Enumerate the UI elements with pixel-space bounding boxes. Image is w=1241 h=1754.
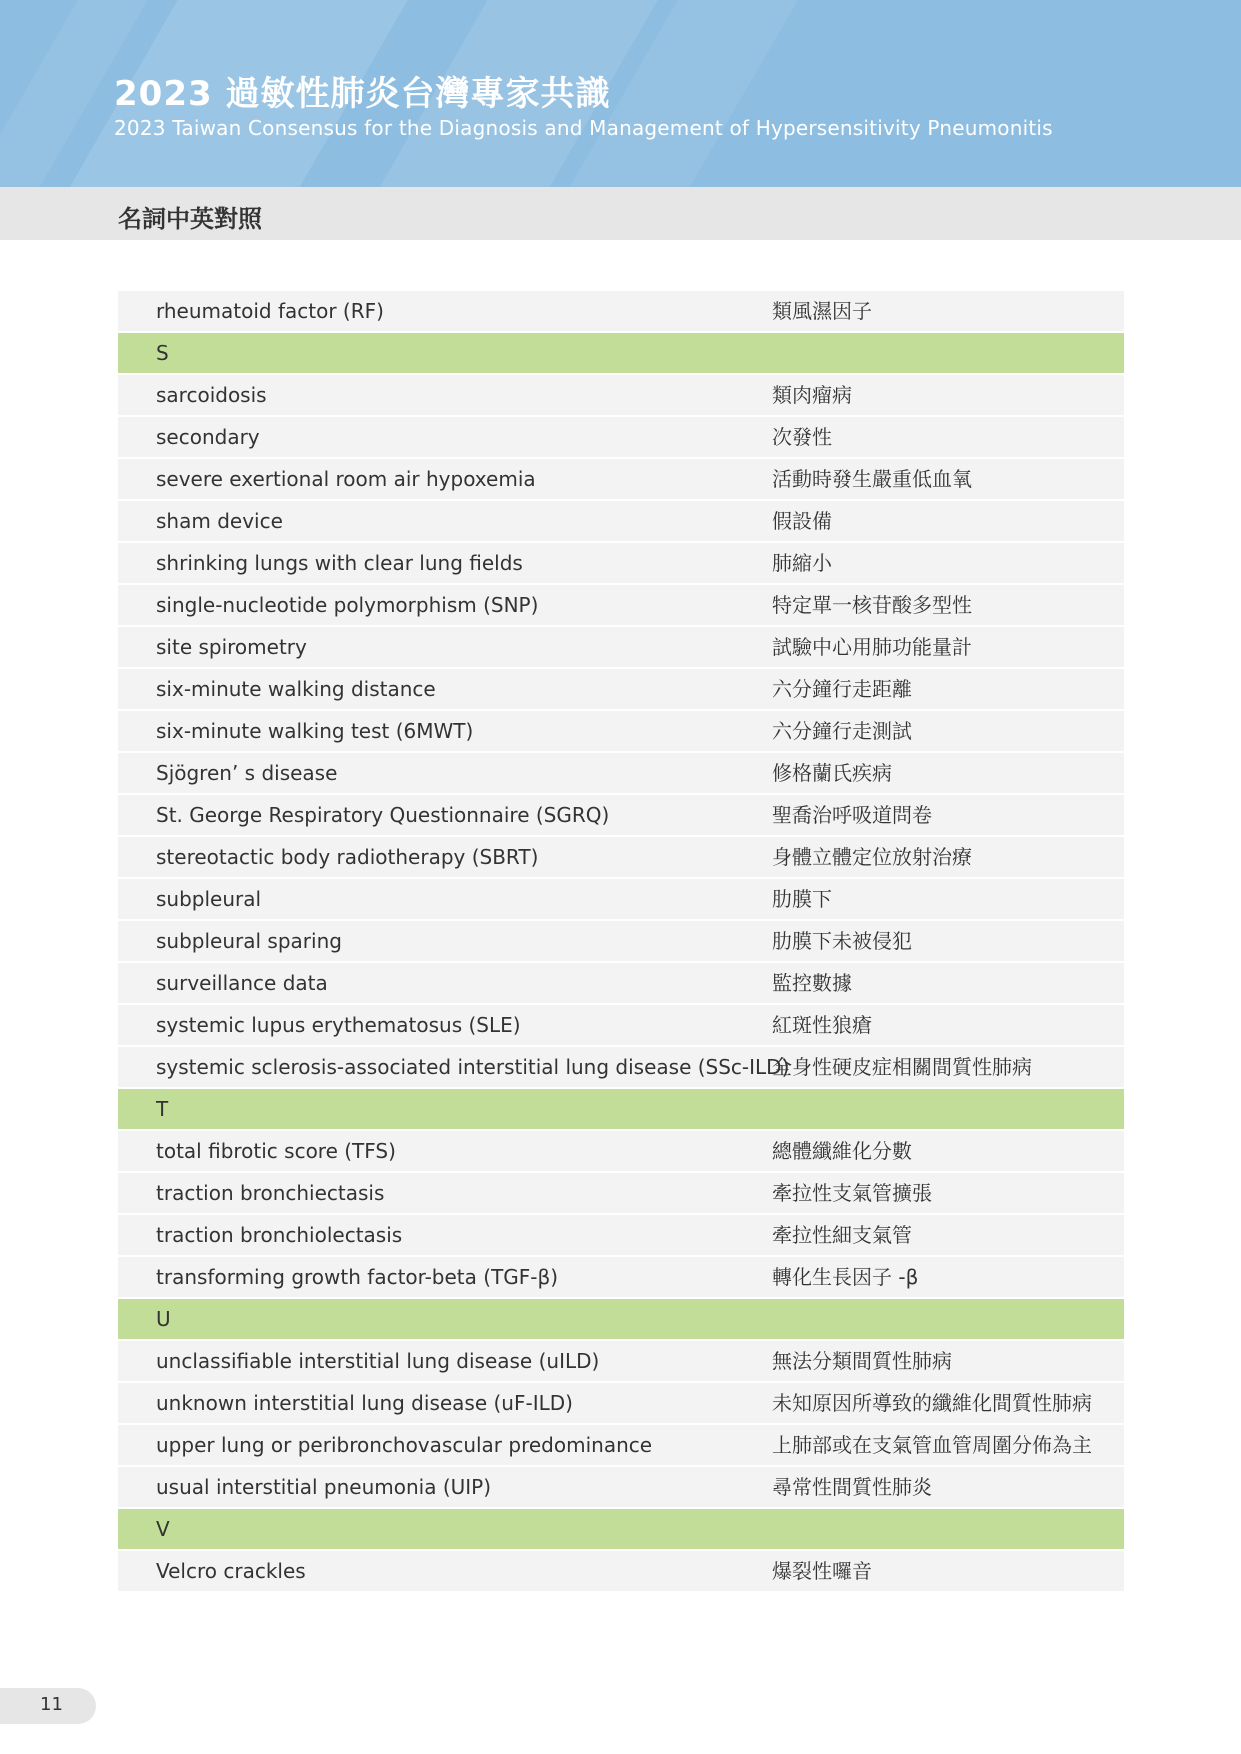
term-english: rheumatoid factor (RF) [156,299,384,323]
term-chinese: 活動時發生嚴重低血氧 [772,467,972,491]
glossary-row [118,1257,1124,1297]
document-subtitle: 2023 Taiwan Consensus for the Diagnosis and Management of Hypersensitivity Pneumonitis [114,116,1053,140]
term-english: unknown interstitial lung disease (uF-ILD) [156,1391,573,1415]
term-chinese: 總體纖維化分數 [772,1139,912,1163]
glossary-row [118,417,1124,457]
glossary-row [118,585,1124,625]
section-letter: U [156,1307,171,1331]
glossary-row [118,1383,1124,1423]
page-number-tab [0,1688,96,1724]
term-chinese: 身體立體定位放射治療 [772,845,972,869]
term-chinese: 未知原因所導致的纖維化間質性肺病 [772,1391,1092,1415]
letter-section-row [118,1509,1124,1549]
glossary-row [118,459,1124,499]
term-chinese: 牽拉性細支氣管 [772,1223,912,1247]
term-chinese: 紅斑性狼瘡 [772,1013,872,1037]
glossary-row [118,543,1124,583]
term-chinese: 六分鐘行走測試 [772,719,912,743]
section-title: 名詞中英對照 [118,205,262,233]
term-english: Velcro crackles [156,1559,306,1583]
term-english: sham device [156,509,283,533]
term-english: shrinking lungs with clear lung fields [156,551,523,575]
term-english: St. George Respiratory Questionnaire (SGRQ) [156,803,610,827]
term-english: surveillance data [156,971,328,995]
term-chinese: 修格蘭氏疾病 [772,761,892,785]
section-header-bar [0,187,1241,240]
term-english: subpleural [156,887,262,911]
glossary-row [118,711,1124,751]
glossary-row [118,1047,1124,1087]
term-chinese: 試驗中心用肺功能量計 [772,635,972,659]
section-letter: S [156,341,169,365]
term-chinese: 上肺部或在支氣管血管周圍分佈為主 [772,1433,1092,1457]
term-chinese: 肋膜下未被侵犯 [772,929,912,953]
letter-section-row [118,1299,1124,1339]
document-title: 2023 過敏性肺炎台灣專家共識 [114,74,611,114]
term-chinese: 特定單一核苷酸多型性 [772,593,972,617]
term-chinese: 肺縮小 [772,551,832,575]
term-english: upper lung or peribronchovascular predominance [156,1433,653,1457]
glossary-row [118,795,1124,835]
glossary-row [118,501,1124,541]
term-english: sarcoidosis [156,383,267,407]
term-chinese: 類肉瘤病 [772,383,852,407]
glossary-row [118,753,1124,793]
term-english: unclassifiable interstitial lung disease (uILD) [156,1349,600,1373]
glossary-row [118,1215,1124,1255]
term-chinese: 次發性 [772,425,832,449]
letter-section-row [118,333,1124,373]
term-chinese: 聖喬治呼吸道問卷 [772,803,932,827]
glossary-row [118,921,1124,961]
glossary-row [118,1425,1124,1465]
header-banner [0,0,1241,187]
glossary-row [118,1131,1124,1171]
glossary-row [118,291,1124,331]
term-english: usual interstitial pneumonia (UIP) [156,1475,492,1499]
glossary-row [118,837,1124,877]
term-chinese: 監控數據 [772,971,852,995]
term-chinese: 全身性硬皮症相關間質性肺病 [772,1055,1032,1079]
glossary-row [118,1341,1124,1381]
glossary-row [118,1467,1124,1507]
section-letter: T [156,1097,169,1121]
term-english: site spirometry [156,635,307,659]
term-english: transforming growth factor-beta (TGF-β) [156,1265,559,1289]
term-chinese: 尋常性間質性肺炎 [772,1475,932,1499]
term-english: single-nucleotide polymorphism (SNP) [156,593,539,617]
term-english: secondary [156,425,260,449]
term-chinese: 無法分類間質性肺病 [772,1349,952,1373]
term-chinese: 牽拉性支氣管擴張 [772,1181,932,1205]
term-chinese: 假設備 [772,509,832,533]
term-english: traction bronchiectasis [156,1181,385,1205]
glossary-row [118,963,1124,1003]
term-english: total fibrotic score (TFS) [156,1139,396,1163]
glossary-row [118,1551,1124,1591]
glossary-row [118,879,1124,919]
term-english: systemic lupus erythematosus (SLE) [156,1013,521,1037]
page-number: 11 [40,1694,63,1715]
glossary-table [118,291,1124,1593]
term-chinese: 六分鐘行走距離 [772,677,912,701]
term-english: six-minute walking test (6MWT) [156,719,474,743]
term-english: six-minute walking distance [156,677,436,701]
glossary-row [118,375,1124,415]
glossary-row [118,1005,1124,1045]
section-letter: V [156,1517,170,1541]
term-chinese: 轉化生長因子 -β [772,1265,919,1289]
term-chinese: 類風濕因子 [772,299,872,323]
glossary-row [118,669,1124,709]
term-english: subpleural sparing [156,929,342,953]
term-english: traction bronchiolectasis [156,1223,403,1247]
term-english: stereotactic body radiotherapy (SBRT) [156,845,539,869]
letter-section-row [118,1089,1124,1129]
glossary-row [118,1173,1124,1213]
term-english: systemic sclerosis-associated interstitial lung disease (SSc-ILD) [156,1055,790,1079]
term-english: severe exertional room air hypoxemia [156,467,536,491]
term-chinese: 爆裂性囉音 [772,1559,872,1583]
term-english: Sjögren’ s disease [156,761,338,785]
term-chinese: 肋膜下 [772,887,832,911]
glossary-row [118,627,1124,667]
